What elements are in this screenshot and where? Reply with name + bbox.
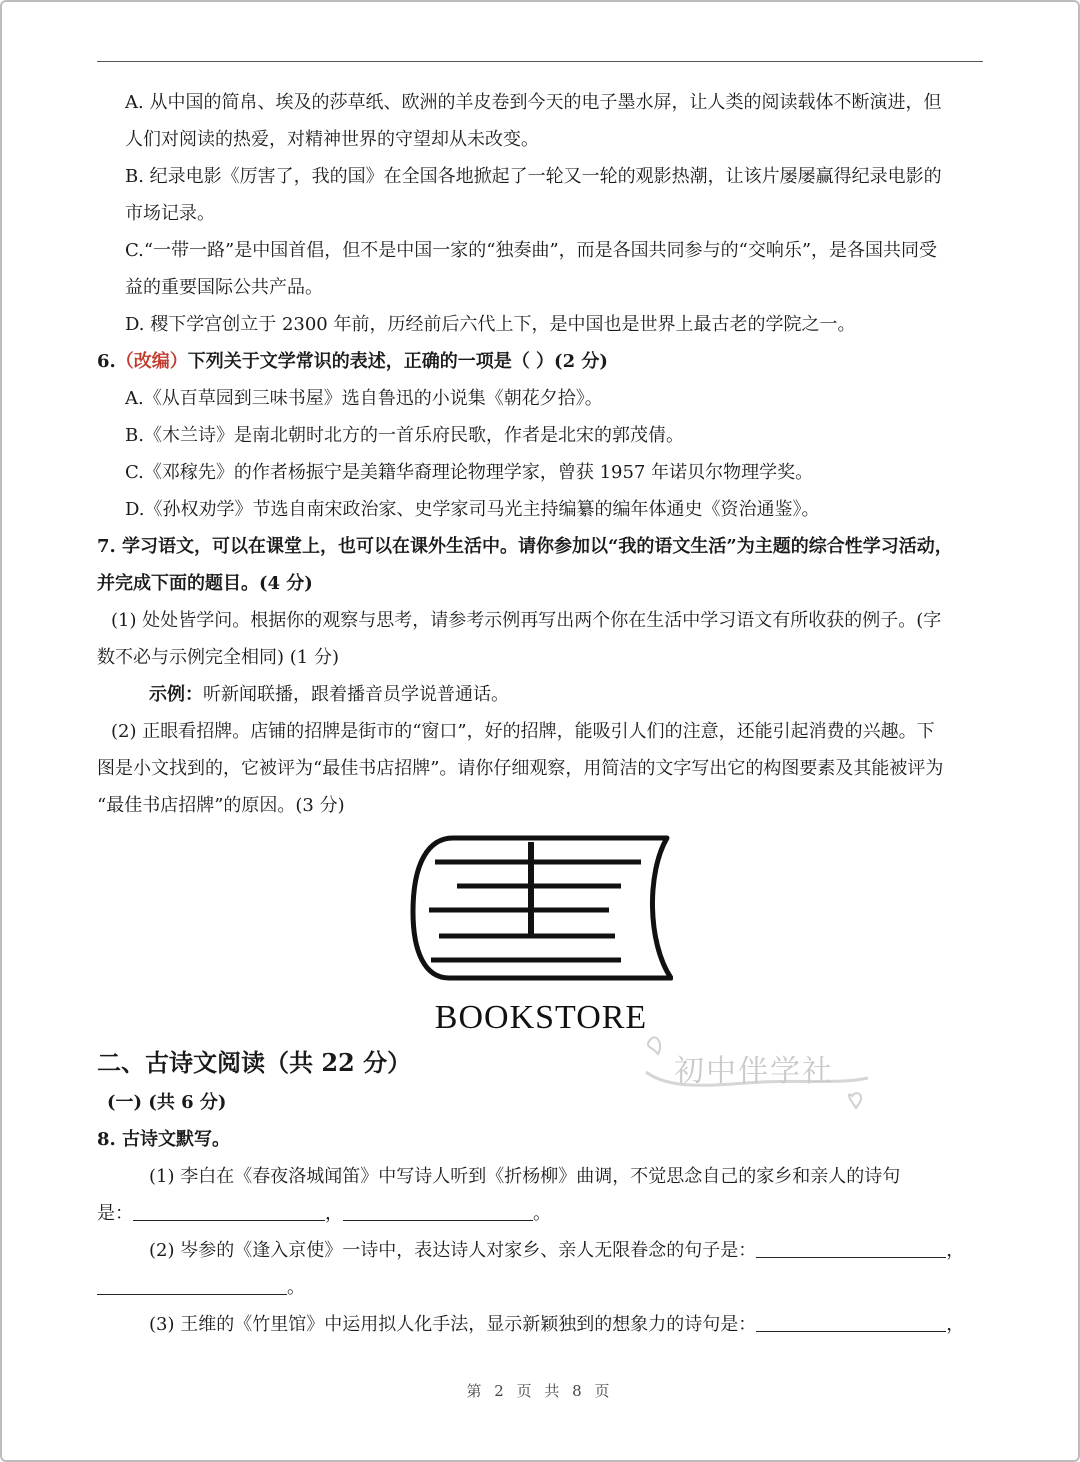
q8-part2-line2 (97, 1269, 985, 1306)
q5-option-d: D. 稷下学宫创立于 2300 年前，历经前后六代上下，是中国也是世界上最古老的学院之一。 (125, 314, 856, 335)
q7-part1-line2: 数不必与示例完全相同) (1 分) (97, 647, 339, 668)
q8-part3-sep: ， (946, 1314, 965, 1335)
q7-part2-line1: (2) 正眼看招牌。店铺的招牌是街市的“窗口”，好的招牌，能吸引人们的注意，还能引起消费的兴趣。下 (111, 721, 935, 742)
page-footer: 第 2 页 共 8 页 (466, 1382, 614, 1400)
q6-stem (97, 343, 985, 380)
q8-part2-text: (2) 岑参的《逢入京使》一诗中，表达诗人对家乡、亲人无限眷念的句子是： (149, 1240, 757, 1261)
q8-part1-line1: (1) 李白在《春夜洛城闻笛》中写诗人听到《折杨柳》曲调，不觉思念自己的家乡和亲人的诗句 (149, 1166, 901, 1187)
q5-option-a-line2: 人们对阅读的热爱，对精神世界的守望却从未改变。 (125, 129, 539, 150)
q6-option-d: D.《孙权劝学》节选自南宋政治家、史学家司马光主持编纂的编年体通史《资治通鉴》。 (125, 499, 820, 520)
watermark (642, 1032, 874, 1116)
exam-content (97, 84, 985, 1343)
q6-tag: （改编） (115, 351, 188, 372)
q6-number: 6. (97, 351, 116, 372)
answer-blank-5[interactable] (756, 1311, 946, 1332)
answer-blank-1[interactable] (133, 1200, 325, 1221)
answer-blank-3[interactable] (756, 1237, 946, 1258)
header-rule (97, 61, 983, 62)
q5-options (97, 84, 985, 343)
q7-example-label: 示例： (149, 684, 203, 705)
q8-part1-line2 (97, 1195, 985, 1232)
q8-stem: 8. 古诗文默写。 (97, 1129, 231, 1150)
q8-part1-end: 。 (533, 1203, 551, 1224)
q5-option-b-line2: 市场记录。 (125, 203, 215, 224)
q7-part2-line2: 图是小文找到的，它被评为“最佳书店招牌”。请你仔细观察，用简洁的文字写出它的构图要素及其能被评为 (97, 758, 944, 779)
answer-blank-4[interactable] (97, 1274, 287, 1295)
q5-option-c-line2: 益的重要国际公共产品。 (125, 277, 323, 298)
q7-example-text: 听新闻联播，跟着播音员学说普通话。 (203, 684, 509, 705)
q5-option-c-line1: C.“一带一路”是中国首倡，但不是中国一家的“独奏曲”，而是各国共同参与的“交响乐”，是各国共同受 (125, 240, 938, 261)
section-2-title: 二、古诗文阅读（共 22 分） (97, 1048, 412, 1077)
q5-option-b-line1: B. 纪录电影《厉害了，我的国》在全国各地掀起了一轮又一轮的观影热潮，让该片屡屡赢得纪录电影的 (125, 166, 942, 187)
q8-part2-end: 。 (287, 1277, 305, 1298)
watermark-text: 初中伴学社 (674, 1054, 834, 1089)
q8-part3-text: (3) 王维的《竹里馆》中运用拟人化手法，显示新颖独到的想象力的诗句是： (149, 1314, 757, 1335)
q7-stem-line2: 并完成下面的题目。(4 分) (97, 573, 313, 594)
q7-stem-line1: 7. 学习语文，可以在课堂上，也可以在课外生活中。请你参加以“我的语文生活”为主题的综合性学习活动， (97, 536, 953, 557)
answer-blank-2[interactable] (343, 1200, 533, 1221)
q8-part2-sep: ， (946, 1240, 965, 1261)
q7-example (97, 676, 985, 713)
q8-part1-sep: ， (325, 1203, 343, 1224)
q6-option-b: B.《木兰诗》是南北朝时北方的一首乐府民歌，作者是北宋的郭茂倩。 (125, 425, 684, 446)
q6-option-c: C.《邓稼先》的作者杨振宁是美籍华裔理论物理学家，曾获 1957 年诺贝尔物理学奖。 (125, 462, 814, 483)
logo-text: BOOKSTORE (434, 999, 648, 1036)
q7-part2-line3: “最佳书店招牌”的原因。(3 分) (97, 795, 345, 816)
q8-part1-prefix: 是： (97, 1203, 133, 1224)
section-2-part1: (一) (共 6 分) (107, 1092, 227, 1113)
q8-part3-line1 (97, 1306, 985, 1343)
bookstore-logo-icon (409, 832, 673, 1038)
q6-stem-text: 下列关于文学常识的表述，正确的一项是（ ）(2 分) (187, 351, 608, 372)
q6-option-a: A.《从百草园到三味书屋》选自鲁迅的小说集《朝花夕拾》。 (125, 388, 603, 409)
q7-part1-line1: (1) 处处皆学问。根据你的观察与思考，请参考示例再写出两个你在生活中学习语文有所收获的例子。(字 (111, 610, 942, 631)
bookstore-sign (97, 832, 985, 1038)
q8-part2-line1 (97, 1232, 985, 1269)
q5-option-a-line1: A. 从中国的简帛、埃及的莎草纸、欧洲的羊皮卷到今天的电子墨水屏，让人类的阅读载体不断演进，但 (125, 92, 942, 113)
